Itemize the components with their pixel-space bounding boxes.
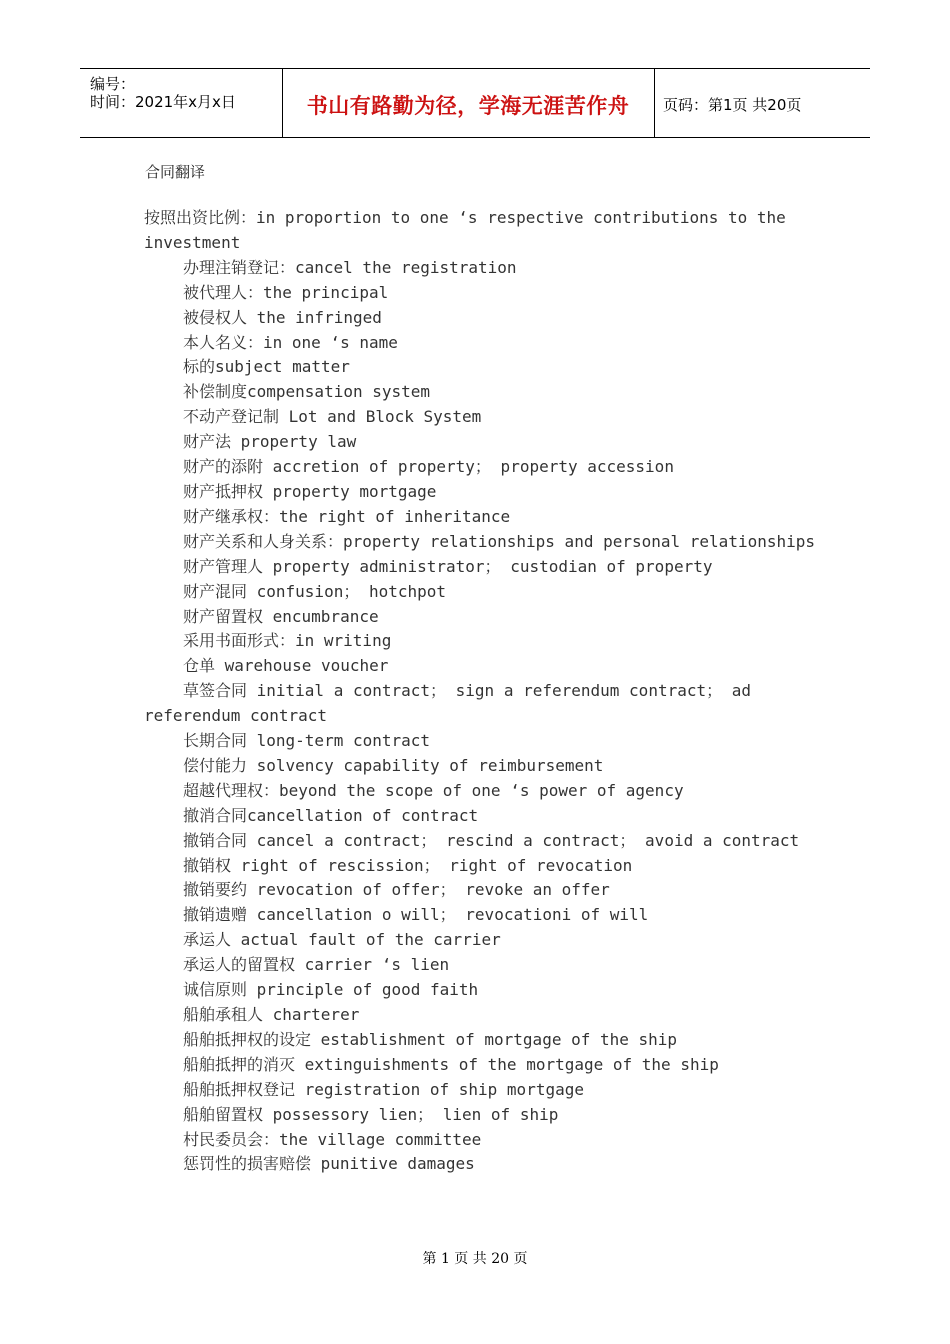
glossary-entry: 超越代理权：beyond the scope of one ‘s power of agency — [183, 780, 684, 800]
header-page-info: 页码：第1页 共20页 — [663, 96, 802, 114]
motto-text: 书山有路勤为径，学海无涯苦作舟 — [306, 94, 630, 118]
glossary-entry: 草签合同 initial a contract； sign a referendum contract； ad referendum contract — [144, 681, 752, 726]
glossary-entry: 长期合同 long-term contract — [183, 731, 431, 751]
glossary-entry: 财产继承权：the right of inheritance — [183, 506, 511, 526]
glossary-entry: 船舶留置权 possessory lien； lien of ship — [183, 1104, 559, 1124]
document-header — [80, 68, 870, 138]
glossary-entry: 财产法 property law — [183, 432, 357, 452]
glossary-entry: 财产留置权 encumbrance — [183, 606, 379, 626]
page-footer: 第 1 页 共 20 页 — [422, 1251, 528, 1267]
date-label: 时间：2021年x月x日 — [90, 93, 236, 111]
glossary-entry: 被代理人：the principal — [183, 282, 389, 302]
glossary-entry: 船舶承租人 charterer — [183, 1005, 360, 1024]
glossary-entry: 村民委员会：the village committee — [183, 1129, 482, 1149]
glossary-entry: 撤销要约 revocation of offer； revoke an offer — [183, 880, 610, 900]
header-motto-cell — [282, 69, 655, 137]
glossary-entry: 船舶抵押的消灭 extinguishments of the mortgage of the ship — [183, 1054, 719, 1074]
glossary-entry: 船舶抵押权登记 registration of ship mortgage — [183, 1079, 584, 1099]
serial-number-label: 编号： — [90, 75, 136, 93]
glossary-entry: 财产混同 confusion； hotchpot — [183, 581, 447, 601]
glossary-entry: 财产抵押权 property mortgage — [183, 481, 437, 501]
header-meta-cell — [80, 69, 283, 137]
glossary-entry: 财产关系和人身关系：property relationships and personal relationships — [183, 531, 816, 551]
glossary-entry: 撤销合同 cancel a contract； rescind a contract； avoid a contract — [183, 830, 800, 850]
glossary-entry: 按照出资比例：in proportion to one ‘s respective contributions to the investment — [144, 208, 786, 252]
glossary-entry: 财产的添附 accretion of property； property accession — [183, 457, 674, 477]
glossary-entry: 仓单 warehouse voucher — [183, 656, 389, 676]
glossary-entry: 本人名义：in one ‘s name — [183, 332, 398, 352]
document-title: 合同翻译 — [145, 163, 206, 181]
glossary-entry: 采用书面形式：in writing — [183, 631, 392, 651]
glossary-entry: 惩罚性的损害赔偿 punitive damages — [183, 1154, 475, 1174]
header-page-cell — [655, 69, 870, 137]
glossary-entry: 偿付能力 solvency capability of reimbursement — [183, 755, 604, 775]
glossary-entry: 撤消合同cancellation of contract — [183, 805, 479, 825]
glossary-entry: 诚信原则 principle of good faith — [183, 980, 479, 1000]
glossary-entry: 撤销权 right of rescission； right of revocation — [183, 855, 633, 875]
glossary-entry: 船舶抵押权的设定 establishment of mortgage of the ship — [183, 1029, 678, 1049]
glossary-entry: 标的subject matter — [183, 357, 350, 377]
glossary-entry: 办理注销登记：cancel the registration — [183, 257, 517, 277]
glossary-entry: 财产管理人 property administrator； custodian of property — [183, 556, 713, 576]
glossary-entry: 补偿制度compensation system — [183, 382, 431, 402]
glossary-entry: 被侵权人 the infringed — [183, 307, 382, 327]
glossary-entry: 撤销遗赠 cancellation o will； revocationi of will — [183, 905, 649, 925]
glossary-entry: 不动产登记制 Lot and Block System — [183, 407, 482, 427]
glossary-entry: 承运人 actual fault of the carrier — [183, 930, 501, 950]
glossary-entry: 承运人的留置权 carrier ‘s lien — [183, 955, 450, 975]
glossary-list — [144, 206, 824, 1177]
